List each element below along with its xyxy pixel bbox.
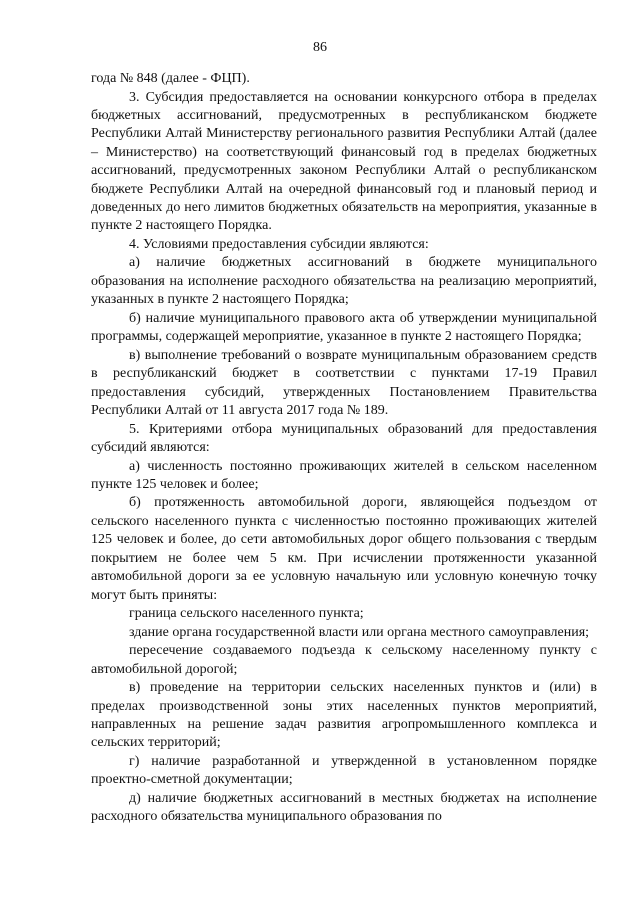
paragraph: а) наличие бюджетных ассигнований в бюджете муниципального образования на исполнение расходного обязательства на реализацию мероприятий, указанных в пункте 2 настоящего Порядка; xyxy=(91,255,597,308)
paragraph: 4. Условиями предоставления субсидии являются: xyxy=(129,236,429,252)
paragraph: здание органа государственной власти или органа местного самоуправления; xyxy=(129,624,590,640)
paragraph: 5. Критериями отбора муниципальных образований для предоставления субсидий являются: xyxy=(91,421,597,455)
document-body xyxy=(91,70,597,827)
paragraph: б) протяженность автомобильной дороги, являющейся подъездом от сельского населенного пункта с численностью постоянно проживающих жителей 125 человек и более, до сети автомобильных дорог общего пользования с твердым покрытием не более чем 5 км. При исчислении протяженности указанной автомобильной дороги за ее условную начальную или условную конечную точку могут быть приняты: xyxy=(91,495,597,603)
paragraph: в) выполнение требований о возврате муниципальным образованием средств в республиканский бюджет в соответствии с пунктами 17-19 Правил предоставления субсидий, утвержденных Постановлением Правительства Республики Алтай от 11 августа 2017 года № 189. xyxy=(91,347,597,419)
page-number: 86 xyxy=(313,40,327,55)
paragraph: а) численность постоянно проживающих жителей в сельском населенном пункте 125 человек и более; xyxy=(91,458,597,492)
paragraph: 3. Субсидия предоставляется на основании конкурсного отбора в пределах бюджетных ассигнований, предусмотренных в республиканском бюджете Республики Алтай Министерству регионального развития Республики Алтай (далее – Министерство) на соответствующий финансовый год в пределах бюджетных ассигнований, предусмотренных законом Республики Алтай о республиканском бюджете Республики Алтай на очередной финансовый год и плановый период и доведенных до него лимитов бюджетных обязательств на мероприятия, указанные в пункте 2 настоящего Порядка. xyxy=(91,89,597,234)
paragraph: в) проведение на территории сельских населенных пунктов и (или) в пределах производственной зоны этих населенных пунктов мероприятий, направленных на решение задач развития агропромышленного комплекса и сельских территорий; xyxy=(91,680,597,751)
paragraph: д) наличие бюджетных ассигнований в местных бюджетах на исполнение расходного обязательства муниципального образования по xyxy=(91,790,597,825)
paragraph: г) наличие разработанной и утвержденной в установленном порядке проектно-сметной документации; xyxy=(91,753,597,788)
paragraph: пересечение создаваемого подъезда к сельскому населенному пункту с автомобильной дорогой; xyxy=(91,643,597,677)
paragraph: граница сельского населенного пункта; xyxy=(129,606,364,622)
paragraph: года № 848 (далее - ФЦП). xyxy=(91,71,250,86)
paragraph: б) наличие муниципального правового акта об утверждении муниципальной программы, содержащей мероприятие, указанное в пункте 2 настоящего Порядка; xyxy=(91,310,597,345)
